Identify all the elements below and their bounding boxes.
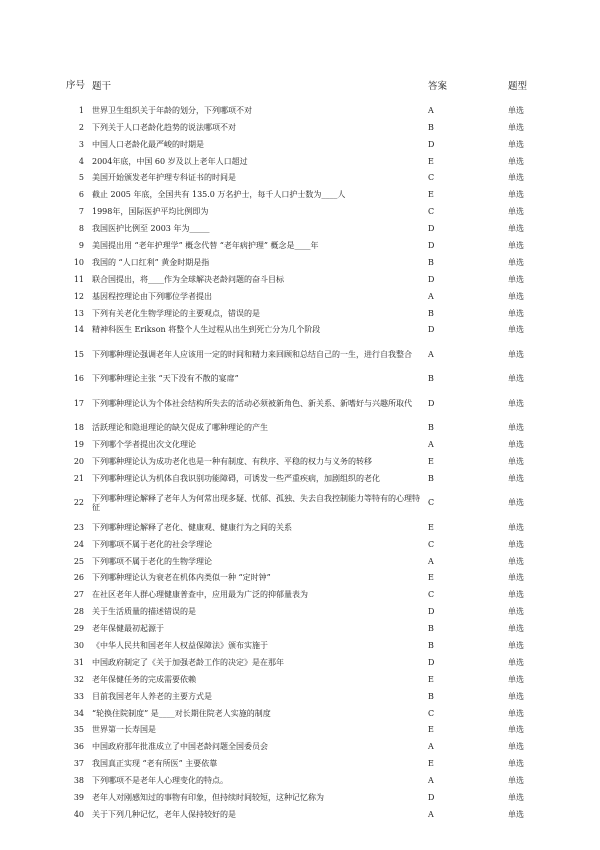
row-question: 下列哪种理论认为衰老在机体内类似一种 “定时钟” <box>92 573 271 583</box>
row-question: 下列哪种理论强调老年人应该用一定的时间和精力来回顾和总结自己的一生，进行自我整合 <box>92 349 412 359</box>
row-answer: D <box>428 607 435 617</box>
row-answer: B <box>428 423 434 433</box>
row-type: 单选 <box>508 742 524 752</box>
row-number: 10 <box>73 257 84 267</box>
row-number: 39 <box>73 793 84 803</box>
row-question: 世界第一长寿国是 <box>92 725 156 735</box>
table-row <box>66 170 552 187</box>
row-question: 关于生活质量的描述错误的是 <box>92 607 196 617</box>
table-row <box>66 203 552 220</box>
table-row <box>66 553 552 570</box>
row-question: 下列哪项不属于老化的社会学理论 <box>92 539 212 549</box>
row-number: 26 <box>73 573 84 583</box>
table-row <box>66 570 552 587</box>
table-row <box>66 370 552 387</box>
row-number: 19 <box>73 440 84 450</box>
row-type: 单选 <box>508 173 524 183</box>
row-number: 29 <box>73 624 84 634</box>
row-question: 老年保健最初起源于 <box>92 624 164 634</box>
table-row <box>66 387 552 419</box>
row-question: 下列关于人口老龄化趋势的说法哪项不对 <box>92 122 236 132</box>
row-answer: C <box>428 708 435 718</box>
row-type: 单选 <box>508 308 524 318</box>
row-question: 下列哪个学者提出次文化理论 <box>92 440 196 450</box>
table-row <box>66 186 552 203</box>
row-number: 34 <box>73 708 84 718</box>
table-row <box>66 254 552 271</box>
row-answer: D <box>428 398 435 408</box>
table-row <box>66 305 552 322</box>
row-type: 单选 <box>508 573 524 583</box>
row-number: 3 <box>78 139 84 149</box>
row-type: 单选 <box>508 624 524 634</box>
table-row <box>66 119 552 136</box>
question-table <box>66 68 552 823</box>
row-number: 25 <box>73 556 84 566</box>
row-answer: B <box>428 624 434 634</box>
row-number: 7 <box>78 207 84 217</box>
row-question: 下列哪种理论认为机体自我识别功能障碍，可诱发一些严重疾病，加剧组织的老化 <box>92 473 380 483</box>
table-row <box>66 755 552 772</box>
row-type: 单选 <box>508 156 524 166</box>
row-question: 下列有关老化生物学理论的主要观点，错误的是 <box>92 308 260 318</box>
table-row <box>66 654 552 671</box>
row-question: 下列哪项不属于老化的生物学理论 <box>92 556 212 566</box>
row-number: 24 <box>73 539 84 549</box>
row-question: 下列哪种理论主张 “天下没有不散的宴席” <box>92 374 239 384</box>
row-answer: D <box>428 139 435 149</box>
row-type: 单选 <box>508 398 524 408</box>
row-question: 截止 2005 年底，全国共有 135.0 万名护士，每千人口护士数为____人 <box>92 190 346 200</box>
row-number: 32 <box>73 674 84 684</box>
row-number: 30 <box>73 641 84 650</box>
row-type: 单选 <box>508 325 524 335</box>
row-type: 单选 <box>508 657 524 667</box>
row-answer: C <box>428 539 435 549</box>
table-row <box>66 806 552 823</box>
row-type: 单选 <box>508 122 524 132</box>
row-number: 8 <box>78 224 84 234</box>
row-type: 单选 <box>508 691 524 701</box>
row-number: 38 <box>73 776 84 786</box>
row-answer: D <box>428 224 435 234</box>
row-answer: A <box>428 776 434 786</box>
table-row <box>66 419 552 436</box>
row-type: 单选 <box>508 473 524 483</box>
row-number: 17 <box>73 398 84 408</box>
row-number: 9 <box>78 240 84 250</box>
row-question: 下列哪种理论解释了老年人为何常出现多疑、忧郁、孤独、失去自我控制能力等特有的心理特征 <box>92 493 420 512</box>
row-question: 《中华人民共和国老年人权益保障法》颁布实施于 <box>92 641 268 650</box>
row-question: 联合国提出，将____作为全球解决老龄问题的奋斗目标 <box>92 274 284 284</box>
row-answer: E <box>428 674 434 684</box>
table-row <box>66 637 552 654</box>
row-number: 16 <box>73 374 84 384</box>
row-type: 单选 <box>508 776 524 786</box>
row-answer: E <box>428 759 434 769</box>
row-number: 18 <box>73 423 84 433</box>
row-answer: A <box>428 440 434 450</box>
header-question: 题干 <box>92 81 112 92</box>
row-question: 下列哪种理论认为成功老化也是一种有制度、有秩序、平稳的权力与义务的转移 <box>92 456 372 466</box>
row-answer: B <box>428 473 434 483</box>
row-answer: C <box>428 590 435 600</box>
row-answer: B <box>428 374 434 384</box>
table-body <box>66 102 552 823</box>
row-answer: B <box>428 308 434 318</box>
header-type: 题型 <box>508 81 528 92</box>
row-number: 13 <box>73 308 84 318</box>
table-row <box>66 470 552 487</box>
row-question: 基因程控理论由下列哪位学者提出 <box>92 291 212 301</box>
row-answer: D <box>428 325 435 335</box>
row-question: 关于下列几种记忆，老年人保持较好的是 <box>92 809 236 819</box>
row-type: 单选 <box>508 190 524 200</box>
table-row <box>66 671 552 688</box>
table-row <box>66 739 552 756</box>
table-row <box>66 153 552 170</box>
row-number: 28 <box>73 607 84 617</box>
row-type: 单选 <box>508 522 524 532</box>
row-answer: E <box>428 156 434 166</box>
row-question: 2004年底，中国 60 岁及以上老年人口超过 <box>92 156 248 166</box>
row-question: 下列哪项不是老年人心理变化的特点。 <box>92 776 228 786</box>
row-answer: E <box>428 456 434 466</box>
table-row <box>66 603 552 620</box>
row-type: 单选 <box>508 725 524 735</box>
row-number: 21 <box>73 473 84 483</box>
row-type: 单选 <box>508 809 524 819</box>
header-num: 序号 <box>66 79 86 91</box>
row-type: 单选 <box>508 708 524 718</box>
row-type: 单选 <box>508 498 524 508</box>
row-type: 单选 <box>508 257 524 267</box>
row-number: 31 <box>73 657 84 667</box>
row-type: 单选 <box>508 423 524 433</box>
row-number: 40 <box>73 809 84 819</box>
row-answer: B <box>428 122 434 132</box>
table-row <box>66 705 552 722</box>
row-type: 单选 <box>508 607 524 617</box>
row-number: 15 <box>73 349 84 359</box>
row-question: 中国政府那年批准成立了中国老龄问题全国委员会 <box>92 742 268 752</box>
row-answer: A <box>428 556 434 566</box>
row-number: 14 <box>73 325 84 335</box>
table-row <box>66 688 552 705</box>
row-answer: A <box>428 809 434 819</box>
row-question: 我国医护比例至 2003 年为_____ <box>92 224 210 234</box>
row-question: 我国的 “人口红利” 黄金时期是指 <box>92 257 210 267</box>
row-number: 36 <box>73 742 84 752</box>
table-row <box>66 288 552 305</box>
table-row <box>66 237 552 254</box>
row-number: 6 <box>78 190 84 200</box>
row-number: 12 <box>73 291 84 301</box>
table-row <box>66 586 552 603</box>
row-type: 单选 <box>508 291 524 301</box>
row-answer: E <box>428 573 434 583</box>
row-type: 单选 <box>508 105 524 115</box>
row-answer: E <box>428 190 434 200</box>
row-number: 5 <box>78 173 84 183</box>
row-number: 22 <box>73 498 84 508</box>
row-type: 单选 <box>508 349 524 359</box>
row-type: 单选 <box>508 374 524 384</box>
row-answer: A <box>428 291 434 301</box>
row-type: 单选 <box>508 641 524 650</box>
table-row <box>66 102 552 119</box>
table-row <box>66 789 552 806</box>
row-type: 单选 <box>508 759 524 769</box>
row-number: 27 <box>73 590 84 600</box>
row-question: 中国政府制定了《关于加强老龄工作的决定》是在那年 <box>92 657 284 667</box>
row-question: 在社区老年人群心理健康普查中，应用最为广泛的抑郁量表为 <box>92 590 308 600</box>
row-question: 精神科医生 Erikson 将整个人生过程从出生到死亡分为几个阶段 <box>92 325 321 335</box>
table-row <box>66 322 552 339</box>
table-row <box>66 487 552 519</box>
row-answer: C <box>428 173 435 183</box>
row-question: 老年保健任务的完成需要依赖 <box>92 674 196 684</box>
row-number: 1 <box>78 105 84 115</box>
row-type: 单选 <box>508 539 524 549</box>
row-answer: B <box>428 257 434 267</box>
row-number: 20 <box>73 456 84 466</box>
row-question: 我国真正实现 “老有所医” 主要依靠 <box>92 759 218 769</box>
row-type: 单选 <box>508 240 524 250</box>
row-number: 2 <box>78 122 84 132</box>
table-row <box>66 722 552 739</box>
row-question: 老年人对刚感知过的事物有印象，但持续时间较短，这种记忆称为 <box>92 793 324 803</box>
row-type: 单选 <box>508 556 524 566</box>
row-answer: E <box>428 522 434 532</box>
row-answer: D <box>428 793 435 803</box>
row-number: 33 <box>73 691 84 701</box>
table-row <box>66 453 552 470</box>
table-row <box>66 338 552 370</box>
row-answer: D <box>428 240 435 250</box>
row-number: 35 <box>73 725 84 735</box>
row-type: 单选 <box>508 440 524 450</box>
row-answer: B <box>428 691 434 701</box>
row-question: “轮换住院制度” 是____对长期住院老人实施的制度 <box>92 708 271 718</box>
row-question: 世界卫生组织关于年龄的划分，下列哪项不对 <box>92 105 252 115</box>
row-number: 4 <box>78 156 84 166</box>
row-number: 37 <box>73 759 84 769</box>
table-header-row <box>66 68 552 102</box>
table-row <box>66 536 552 553</box>
row-type: 单选 <box>508 139 524 149</box>
row-type: 单选 <box>508 274 524 284</box>
table-row <box>66 136 552 153</box>
row-type: 单选 <box>508 207 524 217</box>
row-question: 目前我国老年人养老的主要方式是 <box>92 691 212 701</box>
row-answer: E <box>428 725 434 735</box>
row-question: 下列哪种理论认为个体社会结构所失去的活动必须被新角色、新关系、新嗜好与兴趣所取代 <box>92 398 412 408</box>
row-answer: A <box>428 349 434 359</box>
table-row <box>66 436 552 453</box>
row-answer: B <box>428 641 434 650</box>
table-row <box>66 519 552 536</box>
row-question: 中国人口老龄化最严峻的时期是 <box>92 139 204 149</box>
row-answer: D <box>428 657 435 667</box>
row-type: 单选 <box>508 590 524 600</box>
row-question: 下列哪种理论解释了老化、健康观、健康行为之间的关系 <box>92 522 292 532</box>
row-answer: A <box>428 105 434 115</box>
row-type: 单选 <box>508 674 524 684</box>
table-row <box>66 772 552 789</box>
row-question: 美国提出用 “老年护理学” 概念代替 “老年病护理” 概念是____年 <box>92 240 319 250</box>
row-question: 活跃理论和隐退理论的缺欠促成了哪种理论的产生 <box>92 423 268 433</box>
row-answer: C <box>428 498 435 508</box>
row-type: 单选 <box>508 224 524 234</box>
row-type: 单选 <box>508 456 524 466</box>
table-row <box>66 271 552 288</box>
row-type: 单选 <box>508 793 524 803</box>
row-question: 美国开始颁发老年护理专科证书的时间是 <box>92 173 236 183</box>
table-row <box>66 220 552 237</box>
row-answer: D <box>428 274 435 284</box>
row-answer: A <box>428 742 434 752</box>
row-number: 23 <box>73 522 84 532</box>
header-answer: 答案 <box>428 81 448 92</box>
table-row <box>66 620 552 637</box>
row-answer: C <box>428 207 435 217</box>
row-number: 11 <box>73 274 84 284</box>
row-question: 1998年，国际医护平均比例即为 <box>92 207 209 217</box>
